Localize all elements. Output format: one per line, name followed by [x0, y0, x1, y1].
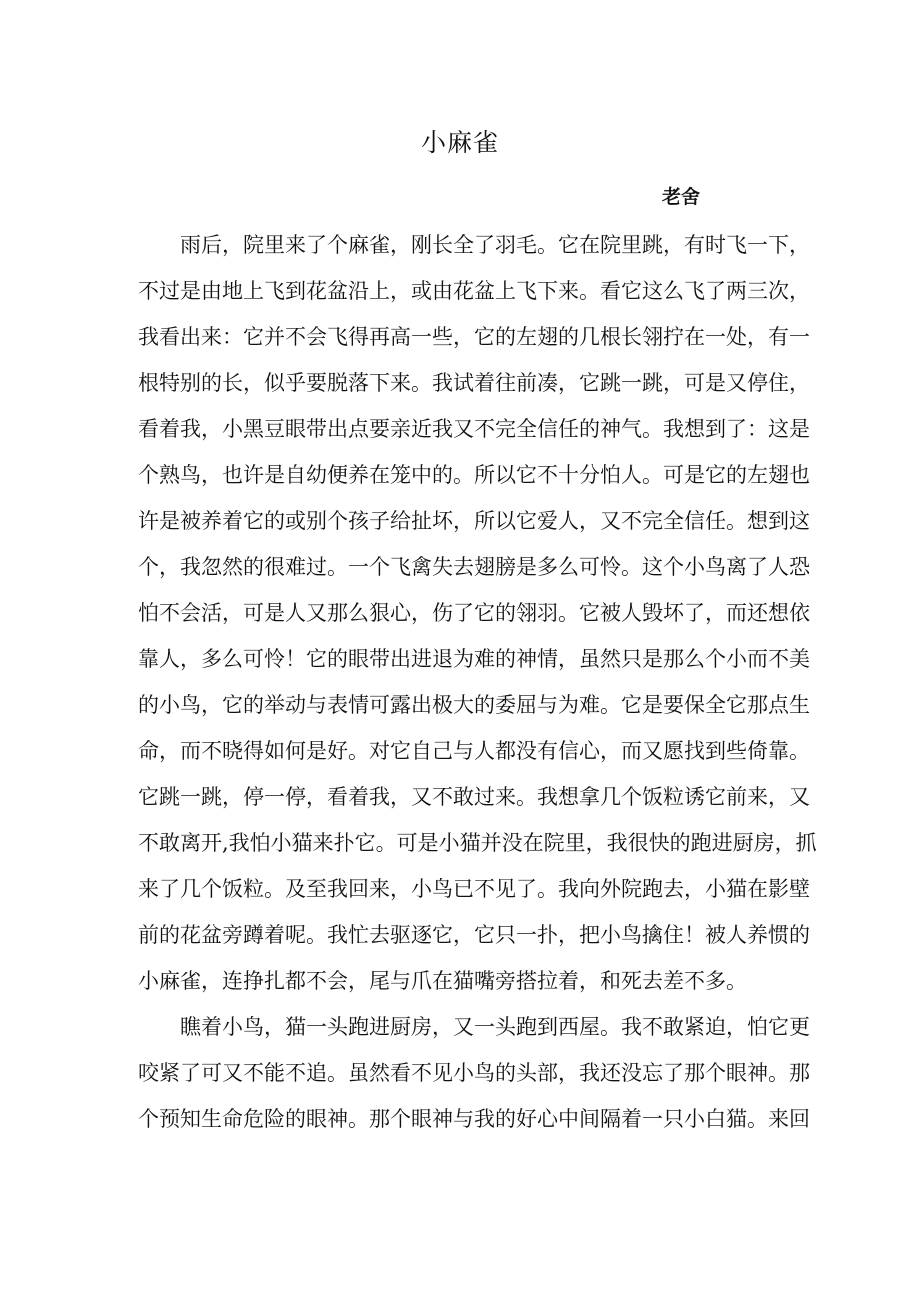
- text-line: 个预知生命危险的眼神。那个眼神与我的好心中间隔着一只小白猫。来回: [138, 1107, 810, 1131]
- text-line: 咬紧了可又不能不追。虽然看不见小鸟的头部，我还没忘了那个眼神。那: [138, 1061, 810, 1085]
- document-title: 小麻雀: [420, 128, 499, 157]
- text-line: 它跳一跳，停一停，看着我，又不敢过来。我想拿几个饭粒诱它前来，又: [138, 785, 810, 809]
- text-line: 的小鸟，它的举动与表情可露出极大的委屈与为难。它是要保全它那点生: [138, 693, 810, 717]
- text-line: 不过是由地上飞到花盆沿上，或由花盆上飞下来。看它这么飞了两三次，: [138, 279, 810, 303]
- text-line: 来了几个饭粒。及至我回来，小鸟已不见了。我向外院跑去，小猫在影壁: [138, 877, 810, 901]
- text-line: 怕不会活，可是人又那么狠心，伤了它的翎羽。它被人毁坏了，而还想依: [138, 601, 810, 625]
- text-line: 看着我，小黑豆眼带出点要亲近我又不完全信任的神气。我想到了：这是: [138, 417, 810, 441]
- text-line: 我看出来：它并不会飞得再高一些，它的左翅的几根长翎拧在一处，有一: [138, 325, 810, 349]
- document-author: 老舍: [662, 186, 701, 208]
- text-line: 瞧着小鸟，猫一头跑进厨房，又一头跑到西屋。我不敢紧迫，怕它更: [180, 1015, 810, 1039]
- text-line: 靠人，多么可怜！它的眼带出进退为难的神情，虽然只是那么个小而不美: [138, 647, 810, 671]
- text-line: 前的花盆旁蹲着呢。我忙去驱逐它，它只一扑，把小鸟擒住！被人养惯的: [138, 923, 810, 947]
- text-line: 个，我忽然的很难过。一个飞禽失去翅膀是多么可怜。这个小鸟离了人恐: [138, 555, 810, 579]
- text-line: 不敢离开,我怕小猫来扑它。可是小猫并没在院里，我很快的跑进厨房，抓: [138, 831, 817, 855]
- text-line: 许是被养着它的或别个孩子给扯坏，所以它爱人，又不完全信任。想到这: [138, 509, 810, 533]
- text-line: 个熟鸟，也许是自幼便养在笼中的。所以它不十分怕人。可是它的左翅也: [138, 463, 810, 487]
- text-line: 根特别的长，似乎要脱落下来。我试着往前凑，它跳一跳，可是又停住，: [138, 371, 810, 395]
- text-line: 雨后，院里来了个麻雀，刚长全了羽毛。它在院里跳，有时飞一下，: [180, 233, 810, 257]
- text-line: 小麻雀，连挣扎都不会，尾与爪在猫嘴旁搭拉着，和死去差不多。: [138, 969, 747, 993]
- text-line: 命，而不晓得如何是好。对它自己与人都没有信心，而又愿找到些倚靠。: [138, 739, 810, 763]
